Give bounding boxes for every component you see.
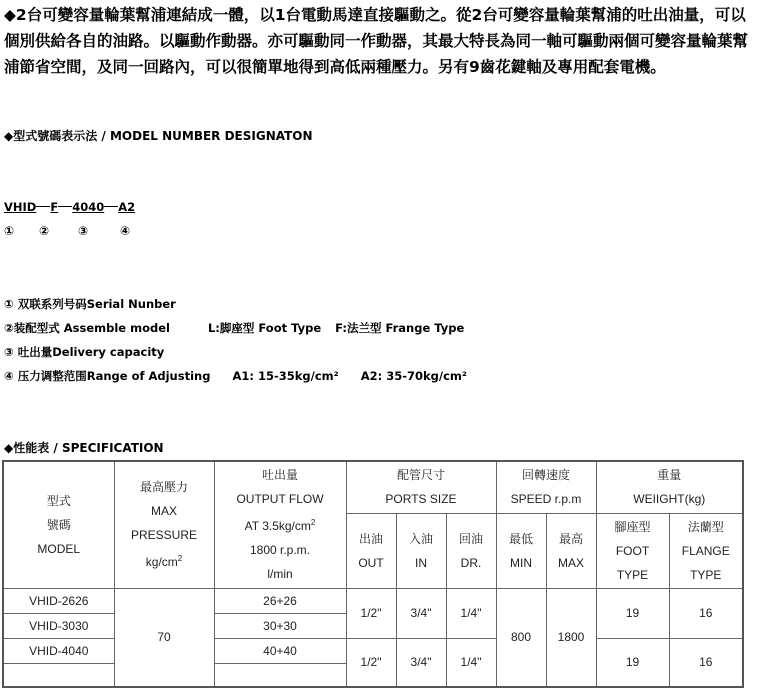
header-flange-type: 法蘭型 FLANGE TYPE [669, 513, 743, 588]
model-code-capacity: 4040 [72, 200, 105, 214]
header-output-flow: 吐出量 OUTPUT FLOW AT $3.5kg/cm^2$ 1800 r.p.m. l/min [214, 461, 346, 588]
header-model: 型式 號碼 MODEL [3, 461, 114, 588]
speed-max-value: 1800 [546, 588, 596, 687]
legend-pressure-a2: A2: 35-70kg/cm² [360, 369, 467, 383]
model-code [4, 200, 135, 214]
model-code-assembly: F [50, 200, 59, 214]
legend-pressure [4, 368, 467, 384]
header-ports-size: 配管尺寸 PORTS SIZE [346, 461, 496, 513]
pressure-value: 70 [114, 588, 214, 687]
legend-assembly [4, 320, 464, 336]
table-row [3, 588, 743, 613]
group2-out: 1/2" [346, 638, 396, 687]
group2-foot: 19 [596, 638, 669, 687]
model-section-title: ◆型式號碼表示法 / MODEL NUMBER DESIGNATON [4, 129, 313, 143]
row-model-empty [3, 663, 114, 687]
marker-2: ② [39, 224, 50, 238]
model-code-series: VHID [4, 200, 37, 214]
row-flow: 26+26 [214, 588, 346, 613]
legend-serial: ① 双联系列号码Serial Nunber [4, 297, 176, 311]
header-speed: 回轉速度 SPEED r.p.m [496, 461, 596, 513]
row-flow-empty [214, 663, 346, 687]
header-weight: 重量 WEIIGHT(kg) [596, 461, 743, 513]
header-out: 出油 OUT [346, 513, 396, 588]
legend-delivery: ③ 吐出量Delivery capacity [4, 345, 165, 359]
row-model: VHID-2626 [3, 588, 114, 613]
legend-foot-type: L:脚座型 Foot Type [207, 321, 322, 335]
spec-table [2, 460, 744, 688]
group1-out: 1/2" [346, 588, 396, 638]
row-flow: 30+30 [214, 613, 346, 638]
header-in: 入油 IN [396, 513, 446, 588]
header-drain: 回油 DR. [446, 513, 496, 588]
group1-flange: 16 [669, 588, 743, 638]
spec-section-title: ◆性能表 / SPECIFICATION [4, 441, 164, 455]
model-code-pressure: A2 [118, 200, 136, 214]
group1-in: 3/4" [396, 588, 446, 638]
header-speed-min: 最低 MIN [496, 513, 546, 588]
marker-4: ④ [120, 224, 131, 238]
legend-pressure-label: ④ 压力调整范围Range of Adjusting [4, 369, 211, 383]
header-foot-type: 腳座型 FOOT TYPE [596, 513, 669, 588]
legend-pressure-a1: A1: 15-35kg/cm² [232, 369, 339, 383]
marker-3: ③ [78, 224, 89, 238]
marker-1: ① [4, 224, 15, 238]
group1-foot: 19 [596, 588, 669, 638]
speed-min-value: 800 [496, 588, 546, 687]
row-model: VHID-3030 [3, 613, 114, 638]
header-max-pressure: 最高壓力 MAX PRESSURE $kg/cm^2$ [114, 461, 214, 588]
group2-in: 3/4" [396, 638, 446, 687]
group1-drain: 1/4" [446, 588, 496, 638]
header-speed-max: 最高 MAX [546, 513, 596, 588]
intro-paragraph: ◆2台可變容量輪葉幫浦連結成一體，以1台電動馬達直接驅動之。從2台可變容量輪葉幫浦的吐出油量，可以個別供給各自的油路。以驅動作動器。亦可驅動同一作動器，其最大特長為同一軸可驅動兩個可變容量輪葉幫浦節省空間，及同一回路內，可以很簡單地得到高低兩種壓力。另有9齒花鍵軸及專用配套電機。 [4, 6, 749, 76]
legend-assembly-label: ②装配型式 Assemble model [4, 321, 170, 335]
row-flow: 40+40 [214, 638, 346, 663]
row-model: VHID-4040 [3, 638, 114, 663]
legend-flange-type: F:法兰型 Frange Type [335, 321, 465, 335]
group2-drain: 1/4" [446, 638, 496, 687]
group2-flange: 16 [669, 638, 743, 687]
